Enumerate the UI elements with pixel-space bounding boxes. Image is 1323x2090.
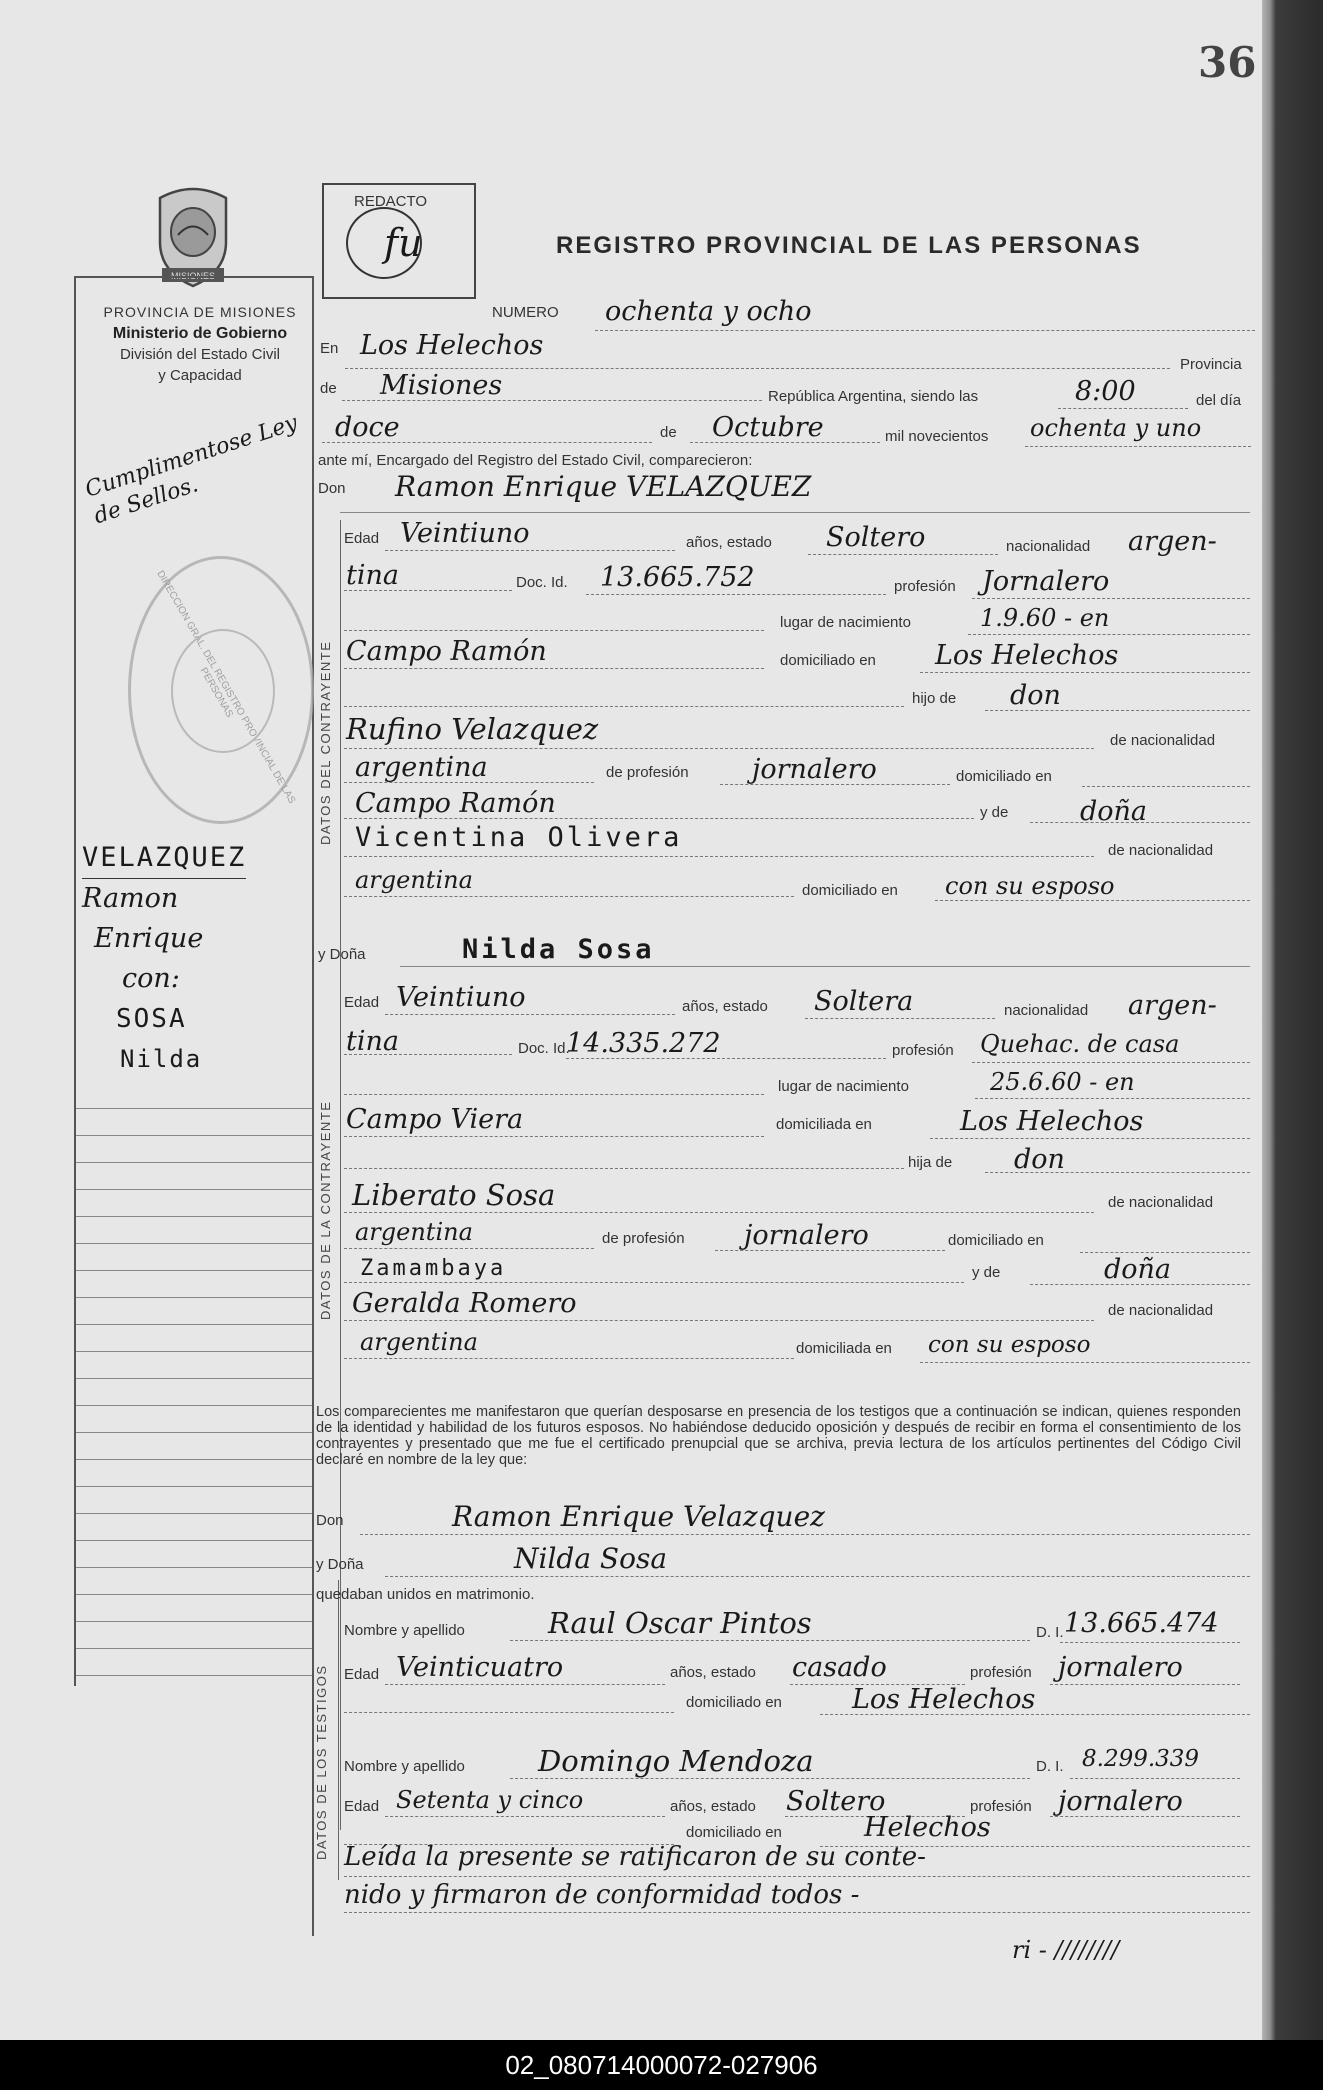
- f-edad: Veintiuno: [396, 982, 526, 1013]
- t1-estado: casado: [792, 1652, 887, 1683]
- margin-surname2: SOSA: [116, 1004, 187, 1034]
- t1-edad: Veinticuatro: [396, 1652, 564, 1683]
- t1-domic-label: domiciliado en: [686, 1694, 782, 1711]
- numero-value: ochenta y ocho: [605, 296, 812, 327]
- t1-domic: Los Helechos: [852, 1684, 1036, 1715]
- c-padre: Rufino Velazquez: [346, 712, 599, 746]
- c-padre-domic-label: domiciliado en: [956, 768, 1052, 785]
- redacto-box: [322, 183, 476, 299]
- f-madre-domic-label: domiciliada en: [796, 1340, 892, 1357]
- f-padre-domic-label: domiciliado en: [948, 1232, 1044, 1249]
- c-domic-label: domiciliado en: [780, 652, 876, 669]
- page-number: 36: [1198, 38, 1257, 87]
- margin-rule: [76, 1189, 312, 1190]
- f-nac: argen-: [1128, 990, 1217, 1021]
- declaration-text: Los comparecientes me manifestaron que querían desposarse en presencia de los testigos que a continuación se indican, quienes responden de la identidad y habilidad de los futuros esposos. No habiéndose deducido oposición y después de recibir en forma el consentimiento de los contrayentes y presentado que me fue el certificado prenupcial que se archiva, previa lectura de los artículos pertinentes del Código Civil declaré en nombre de la ley que:: [316, 1404, 1241, 1468]
- c-lugarnac-label: lugar de nacimiento: [780, 614, 911, 631]
- institution-capacity: y Capacidad: [158, 367, 242, 384]
- contrayente-name: Ramon Enrique VELAZQUEZ: [395, 470, 812, 503]
- decl-dona-label: y Doña: [316, 1556, 364, 1573]
- c-madre-nac: argentina: [355, 866, 473, 894]
- margin-note: Cumplimentose Ley de Sellos.: [82, 410, 301, 530]
- y-dona-label: y Doña: [318, 946, 366, 963]
- c-padre-nac-label: de nacionalidad: [1110, 732, 1216, 749]
- decl-closing: quedaban unidos en matrimonio.: [316, 1586, 535, 1603]
- f-padre-prof: jornalero: [744, 1220, 869, 1251]
- margin-rule: [76, 1432, 312, 1433]
- registry-stamp: [128, 556, 314, 824]
- closing-line-1: Leída la presente se ratificaron de su conte-: [344, 1842, 926, 1872]
- f-madre-domic: con su esposo: [928, 1332, 1091, 1358]
- mes-value: Octubre: [712, 412, 824, 443]
- f-padre-prof-label: de profesión: [602, 1230, 685, 1247]
- t2-edad: Setenta y cinco: [396, 1786, 584, 1814]
- de-label: de: [320, 380, 337, 397]
- f-padre: Liberato Sosa: [352, 1178, 556, 1212]
- margin-rule: [76, 1324, 312, 1325]
- stamp-text: DIRECCION GRAL. DEL REGISTRO PROVINCIAL DE LAS PERSONAS: [154, 568, 298, 806]
- margin-rule: [76, 1405, 312, 1406]
- margin-names: [82, 838, 246, 1079]
- mil-label: mil novecientos: [885, 428, 989, 445]
- t1-nombre-label: Nombre y apellido: [344, 1622, 465, 1639]
- t1-anios-label: años, estado: [670, 1664, 756, 1681]
- c-hijo-label: hijo de: [912, 690, 957, 707]
- margin-rule: [76, 1648, 312, 1649]
- institution-division: División del Estado Civil: [119, 346, 281, 363]
- f-anios-label: años, estado: [682, 998, 768, 1015]
- republica-label: República Argentina, siendo las: [768, 388, 979, 405]
- t1-di: 13.665.474: [1064, 1608, 1219, 1639]
- institution-province: PROVINCIA DE MISIONES: [103, 304, 297, 320]
- redacto-initial: fu: [384, 221, 423, 265]
- hora-value: 8:00: [1075, 376, 1136, 407]
- f-hija-label: hija de: [908, 1154, 953, 1171]
- c-madre-domic: con su esposo: [945, 872, 1115, 900]
- t2-anios-label: años, estado: [670, 1798, 756, 1815]
- coat-of-arms-icon: [140, 180, 246, 288]
- f-prof-label: profesión: [892, 1042, 954, 1059]
- t1-di-label: D. I.: [1036, 1624, 1064, 1641]
- c-lugarnac: Campo Ramón: [346, 636, 547, 667]
- t2-prof: jornalero: [1058, 1786, 1183, 1817]
- f-doc-label: Doc. Id.: [518, 1040, 570, 1057]
- c-nac2: tina: [346, 560, 399, 591]
- t2-di: 8.299.339: [1082, 1746, 1200, 1772]
- t2-domic: Helechos: [864, 1812, 991, 1843]
- decl-dona: Nilda Sosa: [514, 1542, 668, 1575]
- margin-rule: [76, 1594, 312, 1595]
- del-dia-label: del día: [1196, 392, 1242, 409]
- margin-rule: [76, 1351, 312, 1352]
- f-lugarnac: Campo Viera: [346, 1104, 524, 1135]
- anio-value: ochenta y uno: [1030, 414, 1202, 442]
- margin-con: con:: [122, 963, 180, 994]
- decl-don-label: Don: [316, 1512, 344, 1529]
- c-anios-label: años, estado: [686, 534, 772, 551]
- f-padre-domic: Zamambaya: [360, 1256, 507, 1281]
- margin-surname: VELAZQUEZ: [82, 838, 246, 879]
- footer-mark: ri - ////////: [1012, 1936, 1120, 1964]
- c-fechanac: 1.9.60 - en: [980, 604, 1110, 632]
- lugar-value: Los Helechos: [360, 330, 544, 361]
- f-doc: 14.335.272: [566, 1028, 721, 1059]
- margin-rule: [76, 1378, 312, 1379]
- c-edad-label: Edad: [344, 530, 380, 547]
- t2-estado: Soltero: [786, 1786, 886, 1817]
- contrayente2-name: Nilda Sosa: [462, 934, 655, 965]
- margin-rule: [76, 1270, 312, 1271]
- provincia-value: Misiones: [380, 370, 503, 401]
- c-prof-label: profesión: [894, 578, 956, 595]
- f-nac-label: nacionalidad: [1004, 1002, 1089, 1019]
- institution-ministry: Ministerio de Gobierno: [112, 325, 288, 342]
- margin-name3: Nilda: [120, 1045, 203, 1073]
- margin-rule: [76, 1459, 312, 1460]
- c-prof: Jornalero: [982, 566, 1110, 597]
- book-binding: [1262, 0, 1323, 2040]
- t1-nombre: Raul Oscar Pintos: [548, 1606, 812, 1640]
- c-yde-label: y de: [980, 804, 1009, 821]
- margin-rule: [76, 1108, 312, 1109]
- c-doc-label: Doc. Id.: [516, 574, 568, 591]
- redacto-label: REDACTO: [354, 193, 428, 210]
- margin-rule: [76, 1243, 312, 1244]
- decl-don: Ramon Enrique Velazquez: [452, 1500, 825, 1533]
- f-madre: Geralda Romero: [352, 1288, 577, 1319]
- f-lugarnac-label: lugar de nacimiento: [778, 1078, 909, 1095]
- de2-label: de: [660, 424, 677, 441]
- margin-rule: [76, 1540, 312, 1541]
- f-padre-nac: argentina: [355, 1218, 473, 1246]
- c-padre-prof-label: de profesión: [606, 764, 689, 781]
- margin-name2: Enrique: [94, 923, 204, 954]
- t2-nombre: Domingo Mendoza: [538, 1744, 814, 1778]
- f-hija-de: don: [1014, 1144, 1065, 1175]
- margin-rule: [76, 1162, 312, 1163]
- register-title: REGISTRO PROVINCIAL DE LAS PERSONAS: [556, 232, 1142, 259]
- c-nac-label: nacionalidad: [1006, 538, 1091, 555]
- f-edad-label: Edad: [344, 994, 380, 1011]
- margin-rule: [76, 1567, 312, 1568]
- c-edad: Veintiuno: [400, 518, 530, 549]
- margin-rule: [76, 1486, 312, 1487]
- margin-rule: [76, 1135, 312, 1136]
- margin-rule: [76, 1621, 312, 1622]
- f-yde-label: y de: [972, 1264, 1001, 1281]
- c-padre-prof: jornalero: [752, 754, 877, 785]
- c-nac: argen-: [1128, 526, 1217, 557]
- t2-edad-label: Edad: [344, 1798, 380, 1815]
- t2-nombre-label: Nombre y apellido: [344, 1758, 465, 1775]
- image-caption: 02_080714000072-027906: [0, 2040, 1323, 2090]
- f-padre-nac-label: de nacionalidad: [1108, 1194, 1214, 1211]
- c-madre-nac-label: de nacionalidad: [1108, 842, 1214, 859]
- section-contrayenta: DATOS DE LA CONTRAYENTE: [318, 1100, 333, 1320]
- provincia-label: Provincia: [1180, 356, 1242, 373]
- don-label: Don: [318, 480, 346, 497]
- section-contrayente: DATOS DEL CONTRAYENTE: [318, 640, 333, 845]
- section-testigos: DATOS DE LOS TESTIGOS: [314, 1664, 329, 1860]
- f-domic-label: domiciliada en: [776, 1116, 872, 1133]
- margin-rule: [76, 1297, 312, 1298]
- seal-label: MISIONES: [170, 271, 216, 281]
- t2-di-label: D. I.: [1036, 1758, 1064, 1775]
- f-fechanac: 25.6.60 - en: [990, 1068, 1135, 1096]
- closing-line-2: nido y firmaron de conformidad todos -: [344, 1880, 860, 1910]
- f-prof: Quehac. de casa: [980, 1030, 1180, 1058]
- f-domic: Los Helechos: [960, 1106, 1144, 1137]
- f-estado: Soltera: [814, 986, 914, 1017]
- t1-prof-label: profesión: [970, 1664, 1032, 1681]
- margin-rule: [76, 1675, 312, 1676]
- f-dona: doña: [1104, 1254, 1172, 1285]
- f-madre-nac-label: de nacionalidad: [1108, 1302, 1214, 1319]
- c-madre: Vicentina Olivera: [355, 822, 683, 853]
- dia-value: doce: [335, 412, 400, 443]
- ante-label: ante mí, Encargado del Registro del Estado Civil, comparecieron:: [318, 452, 753, 469]
- c-estado: Soltero: [826, 522, 926, 553]
- en-label: En: [320, 340, 339, 357]
- t2-domic-label: domiciliado en: [686, 1824, 782, 1841]
- c-madre-domic-label: domiciliado en: [802, 882, 898, 899]
- f-nac2: tina: [346, 1026, 399, 1057]
- c-padre-domic: Campo Ramón: [355, 788, 556, 819]
- t1-edad-label: Edad: [344, 1666, 380, 1683]
- c-hijo-de: don: [1010, 680, 1061, 711]
- margin-name1: Ramon: [82, 883, 179, 914]
- c-padre-nac: argentina: [355, 752, 488, 783]
- margin-rule: [76, 1216, 312, 1217]
- c-doc: 13.665.752: [600, 562, 755, 593]
- t1-prof: jornalero: [1058, 1652, 1183, 1683]
- f-madre-nac: argentina: [360, 1328, 478, 1356]
- numero-label: NUMERO: [492, 304, 559, 321]
- c-domic: Los Helechos: [935, 640, 1119, 671]
- t2-prof-label: profesión: [970, 1798, 1032, 1815]
- margin-rule: [76, 1513, 312, 1514]
- c-dona: doña: [1080, 796, 1148, 827]
